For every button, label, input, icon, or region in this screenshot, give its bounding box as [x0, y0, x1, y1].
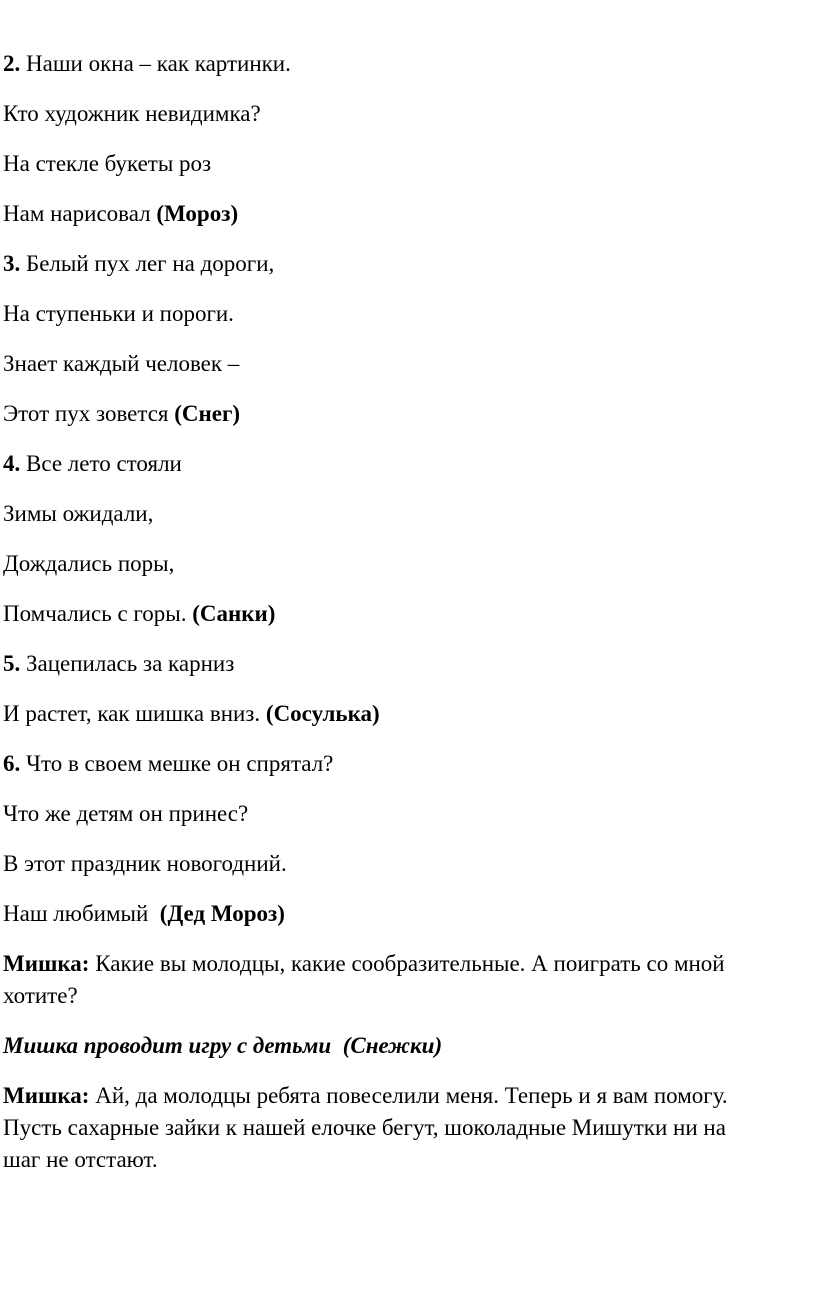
paragraph [3, 548, 796, 580]
text-run: Все лето стояли [20, 451, 182, 476]
text-line [3, 980, 796, 1012]
text-run: На ступеньки и пороги. [3, 301, 234, 326]
text-line [3, 1030, 796, 1062]
text-line [3, 898, 796, 930]
text-run: Кто художник невидимка? [3, 101, 261, 126]
text-run: шаг не отстают. [3, 1147, 158, 1172]
text-run: Наши окна – как картинки. [20, 51, 291, 76]
paragraph [3, 448, 796, 480]
text-run: 2. [3, 51, 21, 76]
text-line [3, 648, 796, 680]
text-line [3, 48, 796, 80]
text-run: Какие вы молодцы, какие сообразительные. А поиграть со мной [89, 951, 725, 976]
text-run: Мишка проводит игру с детьми (Снежки) [3, 1033, 443, 1058]
text-line [3, 348, 796, 380]
text-line [3, 598, 796, 630]
text-run: (Дед Мороз) [159, 901, 285, 926]
text-run: Зимы ожидали, [3, 501, 154, 526]
paragraph [3, 948, 796, 1012]
text-run: Знает каждый человек – [3, 351, 240, 376]
text-run: И растет, как шишка вниз. [3, 701, 266, 726]
text-run: На стекле букеты роз [3, 151, 212, 176]
text-line [3, 148, 796, 180]
text-line [3, 98, 796, 130]
text-run: Что же детям он принес? [3, 801, 249, 826]
text-line [3, 448, 796, 480]
text-run: Дождались поры, [3, 551, 175, 576]
text-run: (Санки) [192, 601, 276, 626]
text-run: Нам нарисовал [3, 201, 157, 226]
paragraph [3, 348, 796, 380]
text-run: 6. [3, 751, 21, 776]
text-run: Мишка: [3, 1083, 90, 1108]
text-run: 4. [3, 451, 21, 476]
text-line [3, 398, 796, 430]
paragraph [3, 148, 796, 180]
text-run: Пусть сахарные зайки к нашей елочке бегут, шоколадные Мишутки ни на [3, 1115, 726, 1140]
paragraph [3, 498, 796, 530]
text-run: В этот праздник новогодний. [3, 851, 287, 876]
text-run: Наш любимый [3, 901, 160, 926]
text-line [3, 948, 796, 980]
text-line [3, 1080, 796, 1112]
text-run: Мишка: [3, 951, 90, 976]
text-run: Этот пух зовется [3, 401, 175, 426]
text-line [3, 1112, 796, 1144]
text-line [3, 1144, 796, 1176]
text-run: хотите? [3, 983, 78, 1008]
paragraph [3, 1080, 796, 1176]
text-run: (Сосулька) [265, 701, 380, 726]
paragraph [3, 248, 796, 280]
paragraph [3, 48, 796, 80]
text-run: Помчались с горы. [3, 601, 193, 626]
paragraph [3, 398, 796, 430]
text-run: (Мороз) [156, 201, 239, 226]
paragraph [3, 898, 796, 930]
paragraph [3, 1030, 796, 1062]
text-run: Зацепилась за карниз [20, 651, 235, 676]
text-line [3, 248, 796, 280]
paragraph [3, 98, 796, 130]
text-line [3, 798, 796, 830]
text-line [3, 298, 796, 330]
text-line [3, 748, 796, 780]
paragraph [3, 798, 796, 830]
paragraph [3, 598, 796, 630]
paragraph [3, 198, 796, 230]
paragraph [3, 748, 796, 780]
text-line [3, 698, 796, 730]
text-line [3, 498, 796, 530]
text-run: Что в своем мешке он спрятал? [20, 751, 334, 776]
paragraph [3, 698, 796, 730]
text-run: Белый пух лег на дороги, [20, 251, 275, 276]
text-run: 3. [3, 251, 21, 276]
paragraph [3, 848, 796, 880]
text-run: Ай, да молодцы ребята повеселили меня. Теперь и я вам помогу. [89, 1083, 728, 1108]
paragraph [3, 648, 796, 680]
text-line [3, 548, 796, 580]
text-line [3, 198, 796, 230]
paragraph [3, 298, 796, 330]
text-run: 5. [3, 651, 21, 676]
text-line [3, 848, 796, 880]
text-run: (Снег) [174, 401, 241, 426]
